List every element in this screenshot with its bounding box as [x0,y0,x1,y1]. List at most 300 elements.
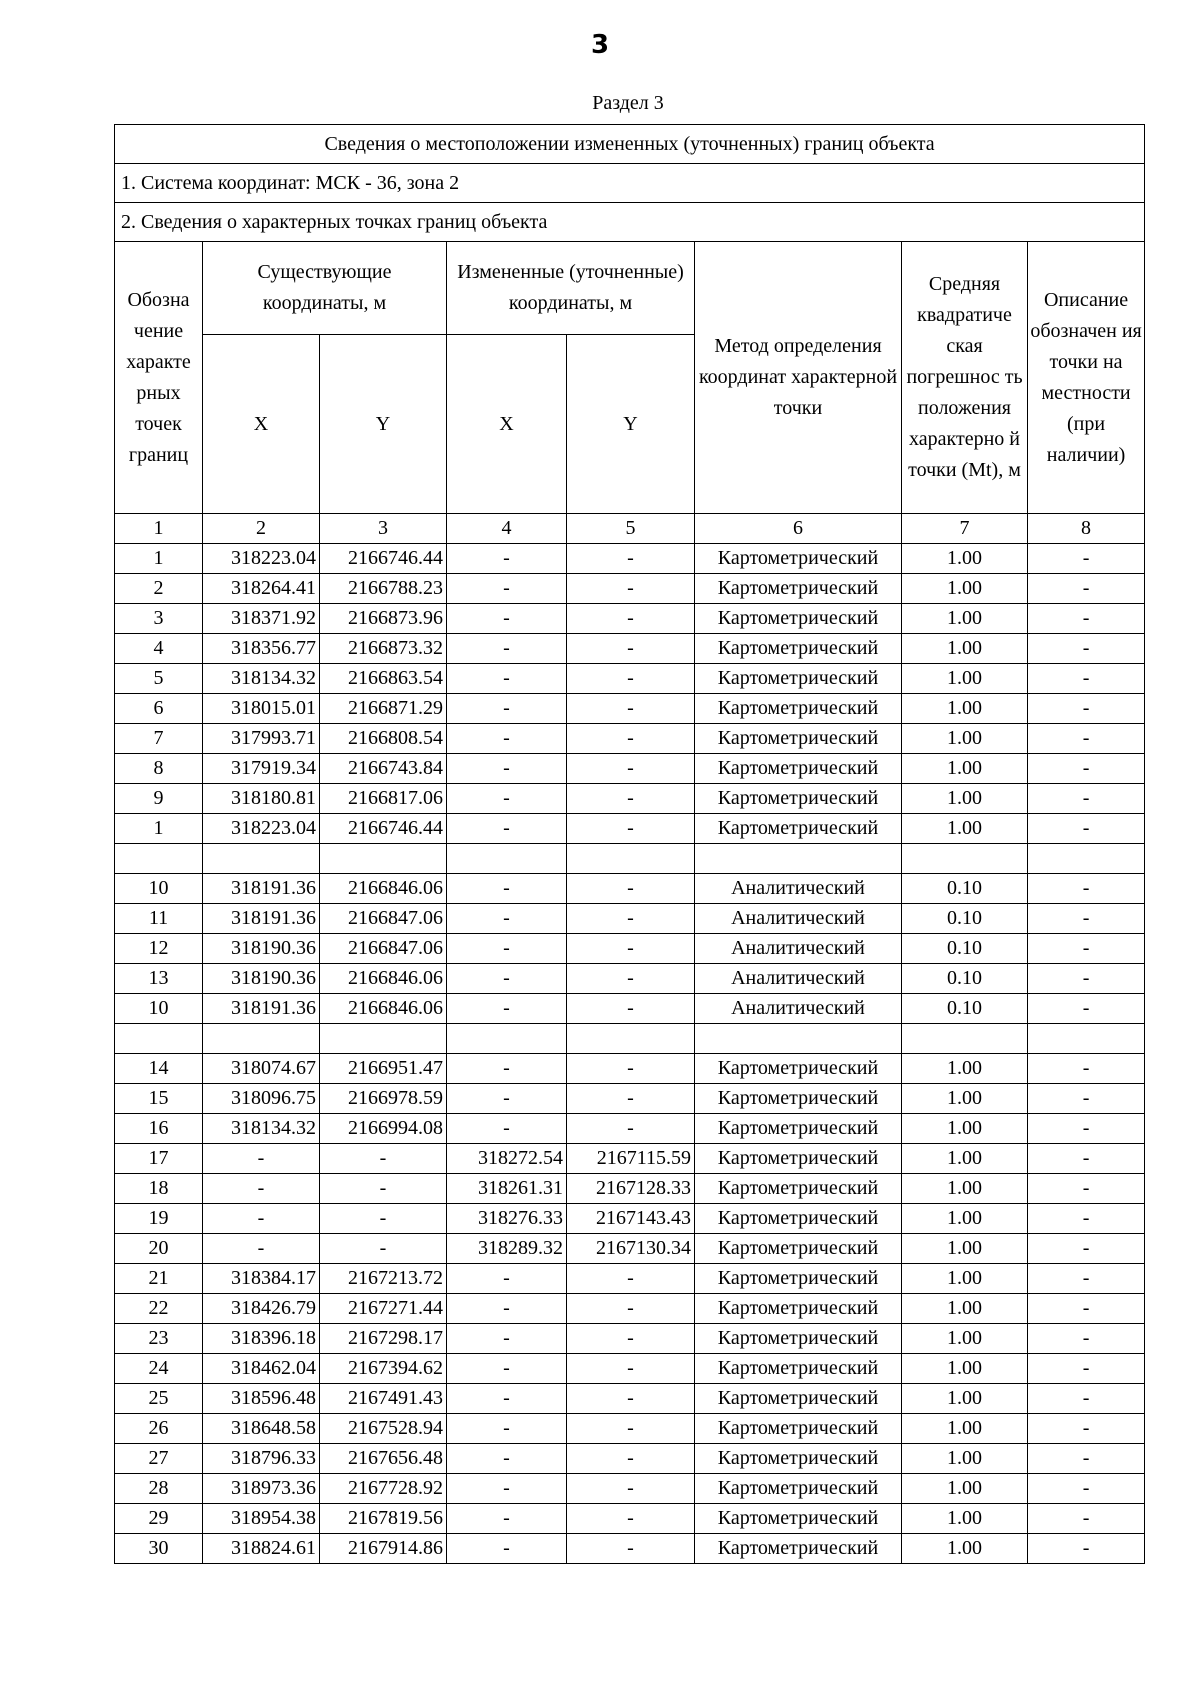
cell-method: Картометрический [695,1144,902,1174]
cell-changed-y: 2167143.43 [567,1204,695,1234]
table-row [115,694,1145,724]
cell-error: 0.10 [902,964,1028,994]
cell-existing-x: - [203,1174,320,1204]
cell-method: Аналитический [695,874,902,904]
cell-existing-y: 2166746.44 [320,814,447,844]
cell-changed-x: - [447,814,567,844]
header-existing-y: Y [320,335,447,514]
cell-existing-x: 318396.18 [203,1324,320,1354]
cell-changed-x: - [447,1054,567,1084]
cell-changed-y: - [567,1294,695,1324]
cell-existing-y: 2166846.06 [320,874,447,904]
cell-error: 1.00 [902,1504,1028,1534]
cell-point-number: 12 [115,934,203,964]
cell-method: Картометрический [695,1474,902,1504]
cell-changed-y: - [567,904,695,934]
cell-error: 1.00 [902,1414,1028,1444]
cell-changed-x: - [447,634,567,664]
cell-changed-x: - [447,664,567,694]
cell-description: - [1028,1384,1145,1414]
cell-error: 1.00 [902,1534,1028,1564]
cell-changed-y: - [567,1114,695,1144]
cell-point-number: 10 [115,994,203,1024]
cell-changed-y: - [567,814,695,844]
cell-method: Картометрический [695,1174,902,1204]
header-error: Средняя квадратиче ская погрешнос ть положения характерно й точки (Mt), м [902,242,1028,514]
cell-description: - [1028,904,1145,934]
header-description: Описание обозначен ия точки на местности (при наличии) [1028,242,1145,514]
cell-description: - [1028,1294,1145,1324]
cell-existing-x: 318223.04 [203,814,320,844]
table-row [115,754,1145,784]
cell-error: 1.00 [902,1324,1028,1354]
cell-existing-x: 318015.01 [203,694,320,724]
cell-point-number: 8 [115,754,203,784]
cell-error: 1.00 [902,754,1028,784]
cell-changed-x: 318261.31 [447,1174,567,1204]
cell-method: Картометрический [695,634,902,664]
cell-changed-y [567,1024,695,1054]
cell-point-number: 30 [115,1534,203,1564]
cell-description: - [1028,934,1145,964]
cell-existing-y: 2166817.06 [320,784,447,814]
cell-description: - [1028,1204,1145,1234]
cell-error: 1.00 [902,574,1028,604]
cell-description: - [1028,964,1145,994]
cell-method: Картометрический [695,1264,902,1294]
cell-point-number: 25 [115,1384,203,1414]
cell-changed-y: - [567,1054,695,1084]
cell-changed-y: - [567,544,695,574]
cell-changed-y: - [567,1444,695,1474]
column-numbers-row [115,514,1145,544]
cell-changed-y: - [567,664,695,694]
cell-changed-x: - [447,1294,567,1324]
table-row [115,1444,1145,1474]
cell-changed-y: - [567,934,695,964]
cell-method: Картометрический [695,1234,902,1264]
cell-point-number: 13 [115,964,203,994]
cell-method: Картометрический [695,574,902,604]
cell-error [902,1024,1028,1054]
cell-method: Картометрический [695,754,902,784]
cell-existing-x: - [203,1144,320,1174]
cell-existing-x [203,1024,320,1054]
cell-changed-x: - [447,934,567,964]
cell-method: Картометрический [695,1114,902,1144]
cell-description [1028,1024,1145,1054]
cell-changed-x: 318272.54 [447,1144,567,1174]
cell-changed-x: - [447,904,567,934]
cell-existing-y: 2166873.32 [320,634,447,664]
cell-existing-y: 2166743.84 [320,754,447,784]
cell-changed-y: - [567,604,695,634]
column-number: 8 [1028,514,1145,544]
cell-existing-x: 318223.04 [203,544,320,574]
cell-changed-x: - [447,1384,567,1414]
cell-description: - [1028,754,1145,784]
cell-existing-x: 318954.38 [203,1504,320,1534]
cell-changed-x: - [447,1444,567,1474]
cell-changed-x: - [447,724,567,754]
cell-description: - [1028,604,1145,634]
table-row [115,1174,1145,1204]
table-row [115,1354,1145,1384]
cell-changed-x: - [447,1354,567,1384]
cell-description: - [1028,634,1145,664]
cell-error: 0.10 [902,904,1028,934]
column-number: 7 [902,514,1028,544]
cell-point-number: 17 [115,1144,203,1174]
table-row [115,1414,1145,1444]
cell-existing-x: - [203,1204,320,1234]
cell-changed-x: - [447,964,567,994]
table-row [115,844,1145,874]
cell-point-number: 7 [115,724,203,754]
cell-changed-x: - [447,1414,567,1444]
table-row [115,1024,1145,1054]
cell-changed-y: 2167130.34 [567,1234,695,1264]
cell-changed-x: - [447,1324,567,1354]
cell-point-number: 22 [115,1294,203,1324]
table-row [115,1504,1145,1534]
cell-description: - [1028,1534,1145,1564]
cell-changed-x: - [447,574,567,604]
cell-changed-x: - [447,544,567,574]
cell-changed-x: - [447,1114,567,1144]
cell-description: - [1028,1324,1145,1354]
cell-changed-x: 318276.33 [447,1204,567,1234]
cell-existing-x: 318190.36 [203,934,320,964]
cell-method: Картометрический [695,1054,902,1084]
cell-changed-x: - [447,1084,567,1114]
cell-method: Картометрический [695,694,902,724]
cell-method: Картометрический [695,784,902,814]
cell-method: Картометрический [695,1084,902,1114]
cell-point-number [115,844,203,874]
table-row [115,664,1145,694]
cell-changed-y [567,844,695,874]
cell-point-number: 18 [115,1174,203,1204]
cell-description: - [1028,1474,1145,1504]
cell-point-number: 1 [115,814,203,844]
cell-existing-y: 2167528.94 [320,1414,447,1444]
cell-changed-y: - [567,1354,695,1384]
cell-error: 1.00 [902,1474,1028,1504]
cell-changed-x: - [447,874,567,904]
cell-existing-x: 318134.32 [203,1114,320,1144]
cell-error: 1.00 [902,1264,1028,1294]
cell-existing-y: 2167271.44 [320,1294,447,1324]
cell-error: 1.00 [902,814,1028,844]
cell-changed-y: - [567,1264,695,1294]
cell-description: - [1028,1084,1145,1114]
column-number: 5 [567,514,695,544]
cell-error: 1.00 [902,1444,1028,1474]
cell-existing-y: 2167394.62 [320,1354,447,1384]
cell-changed-y: - [567,724,695,754]
cell-changed-x: - [447,1534,567,1564]
cell-point-number: 20 [115,1234,203,1264]
table-row [115,544,1145,574]
cell-existing-y: 2166846.06 [320,994,447,1024]
cell-method: Аналитический [695,964,902,994]
cell-error: 1.00 [902,694,1028,724]
cell-description: - [1028,1144,1145,1174]
cell-changed-x [447,844,567,874]
cell-method: Картометрический [695,544,902,574]
cell-existing-y: 2166846.06 [320,964,447,994]
cell-existing-x: 318384.17 [203,1264,320,1294]
cell-point-number: 23 [115,1324,203,1354]
cell-existing-x: 318191.36 [203,994,320,1024]
cell-error: 1.00 [902,1354,1028,1384]
cell-error: 1.00 [902,1384,1028,1414]
cell-point-number: 21 [115,1264,203,1294]
cell-error: 1.00 [902,1054,1028,1084]
cell-method: Картометрический [695,814,902,844]
cell-changed-x: - [447,1504,567,1534]
header-point-designation: Обозна чение характе рных точек границ [115,242,203,514]
cell-method: Картометрический [695,1354,902,1384]
cell-existing-x: 318462.04 [203,1354,320,1384]
cell-error: 1.00 [902,1234,1028,1264]
table-title: Сведения о местоположении измененных (уточненных) границ объекта [115,125,1145,164]
table-row [115,814,1145,844]
cell-error: 1.00 [902,1294,1028,1324]
cell-point-number: 9 [115,784,203,814]
cell-changed-y: - [567,964,695,994]
cell-existing-x: 318973.36 [203,1474,320,1504]
table-row [115,1114,1145,1144]
table-row [115,604,1145,634]
cell-error: 1.00 [902,1204,1028,1234]
cell-existing-y: 2167914.86 [320,1534,447,1564]
cell-existing-y: - [320,1204,447,1234]
cell-method [695,1024,902,1054]
cell-point-number: 15 [115,1084,203,1114]
coordinate-system: 1. Система координат: МСК - 36, зона 2 [115,164,1145,203]
cell-error: 1.00 [902,1174,1028,1204]
table-row [115,994,1145,1024]
cell-existing-y [320,1024,447,1054]
cell-method: Картометрический [695,1294,902,1324]
cell-existing-x: 317919.34 [203,754,320,784]
cell-existing-y: 2166873.96 [320,604,447,634]
cell-changed-x: - [447,1474,567,1504]
table-row [115,1144,1145,1174]
column-number: 1 [115,514,203,544]
cell-description: - [1028,1444,1145,1474]
cell-error: 0.10 [902,934,1028,964]
cell-changed-y: 2167115.59 [567,1144,695,1174]
cell-description: - [1028,1174,1145,1204]
cell-changed-y: - [567,754,695,784]
cell-method: Аналитический [695,934,902,964]
cell-changed-x: - [447,994,567,1024]
cell-point-number: 26 [115,1414,203,1444]
cell-existing-y: - [320,1234,447,1264]
cell-point-number: 14 [115,1054,203,1084]
cell-changed-y: - [567,784,695,814]
cell-existing-y: 2166847.06 [320,904,447,934]
cell-description: - [1028,574,1145,604]
cell-changed-x [447,1024,567,1054]
cell-error: 1.00 [902,604,1028,634]
cell-existing-y: 2166808.54 [320,724,447,754]
cell-method: Картометрический [695,1384,902,1414]
section-title: Раздел 3 [592,92,664,114]
header-existing-coordinates: Существующие координаты, м [203,242,447,335]
cell-description: - [1028,544,1145,574]
cell-description: - [1028,784,1145,814]
cell-existing-y: - [320,1174,447,1204]
cell-point-number [115,1024,203,1054]
page-number: 3 [590,30,610,60]
cell-description: - [1028,994,1145,1024]
cell-existing-x: 318180.81 [203,784,320,814]
cell-existing-x: 318596.48 [203,1384,320,1414]
cell-error: 1.00 [902,544,1028,574]
cell-error: 0.10 [902,994,1028,1024]
points-header: 2. Сведения о характерных точках границ объекта [115,203,1145,242]
cell-existing-x: 318426.79 [203,1294,320,1324]
cell-point-number: 27 [115,1444,203,1474]
cell-existing-x: - [203,1234,320,1264]
table-row [115,724,1145,754]
cell-changed-y: - [567,994,695,1024]
cell-point-number: 16 [115,1114,203,1144]
header-changed-coordinates: Измененные (уточненные) координаты, м [447,242,695,335]
cell-changed-y: - [567,1534,695,1564]
cell-point-number: 29 [115,1504,203,1534]
cell-existing-y: 2167298.17 [320,1324,447,1354]
cell-error: 1.00 [902,1144,1028,1174]
cell-point-number: 5 [115,664,203,694]
cell-changed-y: - [567,1504,695,1534]
cell-changed-x: - [447,1264,567,1294]
cell-existing-x: 318796.33 [203,1444,320,1474]
cell-existing-x: 318190.36 [203,964,320,994]
cell-existing-x [203,844,320,874]
cell-existing-x: 318264.41 [203,574,320,604]
cell-existing-y: 2167819.56 [320,1504,447,1534]
cell-error: 1.00 [902,634,1028,664]
cell-method: Картометрический [695,604,902,634]
cell-method: Картометрический [695,1204,902,1234]
cell-existing-y: 2166978.59 [320,1084,447,1114]
cell-point-number: 2 [115,574,203,604]
cell-method: Картометрический [695,1414,902,1444]
cell-description [1028,844,1145,874]
table-row [115,634,1145,664]
boundary-points-table [114,124,1145,1564]
cell-changed-x: - [447,784,567,814]
cell-error: 1.00 [902,664,1028,694]
cell-existing-y: 2166788.23 [320,574,447,604]
cell-changed-y: - [567,1414,695,1444]
cell-description: - [1028,664,1145,694]
table-row [115,934,1145,964]
cell-description: - [1028,1114,1145,1144]
cell-method: Картометрический [695,1504,902,1534]
cell-existing-y [320,844,447,874]
cell-changed-y: - [567,1384,695,1414]
table-row [115,1264,1145,1294]
cell-point-number: 6 [115,694,203,724]
cell-point-number: 28 [115,1474,203,1504]
table-row [115,1054,1145,1084]
cell-description: - [1028,814,1145,844]
cell-description: - [1028,1264,1145,1294]
table-row [115,1474,1145,1504]
cell-existing-y: 2166863.54 [320,664,447,694]
cell-point-number: 19 [115,1204,203,1234]
column-number: 4 [447,514,567,544]
cell-existing-y: 2167213.72 [320,1264,447,1294]
cell-existing-y: 2167728.92 [320,1474,447,1504]
table-row [115,1294,1145,1324]
cell-point-number: 11 [115,904,203,934]
cell-existing-x: 318371.92 [203,604,320,634]
cell-changed-x: - [447,604,567,634]
cell-error: 1.00 [902,1084,1028,1114]
cell-changed-y: - [567,574,695,604]
cell-method: Картометрический [695,1534,902,1564]
cell-existing-y: 2167491.43 [320,1384,447,1414]
cell-changed-y: 2167128.33 [567,1174,695,1204]
cell-existing-x: 317993.71 [203,724,320,754]
cell-existing-x: 318096.75 [203,1084,320,1114]
cell-method: Картометрический [695,1324,902,1354]
cell-changed-y: - [567,694,695,724]
cell-existing-y: 2166994.08 [320,1114,447,1144]
cell-description: - [1028,1354,1145,1384]
table-row [115,1324,1145,1354]
cell-description: - [1028,724,1145,754]
table-row [115,874,1145,904]
cell-changed-y: - [567,634,695,664]
cell-existing-y: 2166871.29 [320,694,447,724]
cell-changed-y: - [567,1084,695,1114]
cell-changed-y: - [567,1474,695,1504]
cell-error: 1.00 [902,784,1028,814]
header-existing-x: X [203,335,320,514]
cell-point-number: 1 [115,544,203,574]
cell-existing-y: 2166951.47 [320,1054,447,1084]
cell-point-number: 24 [115,1354,203,1384]
table-row [115,1084,1145,1114]
cell-error: 0.10 [902,874,1028,904]
table-row [115,574,1145,604]
cell-existing-y: 2166746.44 [320,544,447,574]
table-row [115,964,1145,994]
header-changed-x: X [447,335,567,514]
cell-description: - [1028,1414,1145,1444]
cell-changed-x: - [447,754,567,784]
table-row [115,1204,1145,1234]
header-changed-y: Y [567,335,695,514]
cell-description: - [1028,694,1145,724]
cell-point-number: 4 [115,634,203,664]
cell-method [695,844,902,874]
table-row [115,1534,1145,1564]
cell-method: Аналитический [695,904,902,934]
cell-error: 1.00 [902,724,1028,754]
cell-error [902,844,1028,874]
cell-changed-y: - [567,1324,695,1354]
cell-existing-x: 318191.36 [203,874,320,904]
